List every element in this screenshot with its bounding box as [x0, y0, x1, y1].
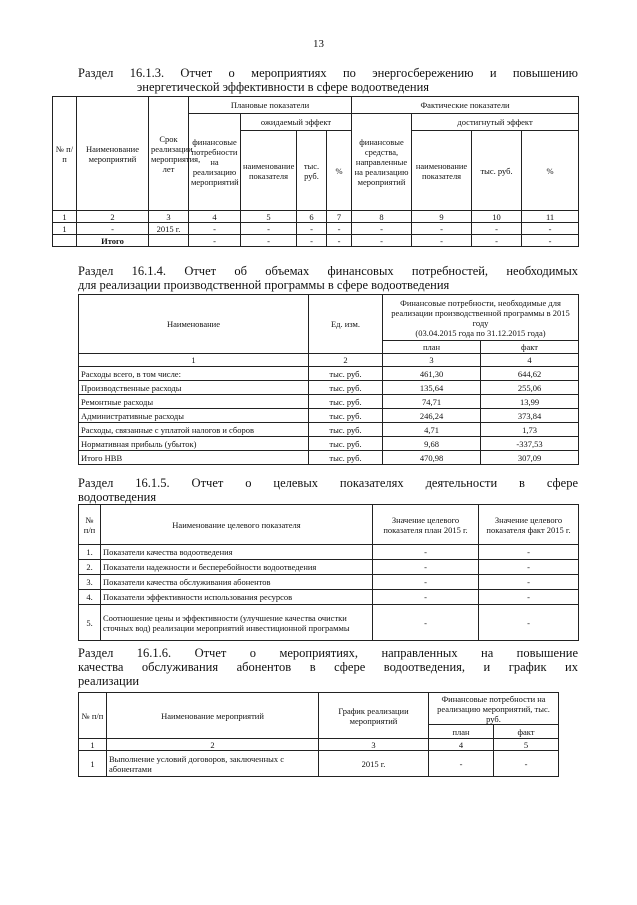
- col-header-achieved: достигнутый эффект: [412, 114, 579, 131]
- col-header-fact: Значение целевого показателя факт 2015 г.: [479, 505, 579, 545]
- table-row: [79, 751, 559, 777]
- col-number: 1: [79, 739, 107, 751]
- title-line: Раздел 16.1.4. Отчет об объемах финансовых потребностей, необходимых: [78, 264, 578, 278]
- row-plan: 74,71: [383, 395, 481, 409]
- title-line: для реализации производственной программы в сфере водоотведения: [78, 278, 450, 292]
- col-header-fact: факт: [481, 341, 579, 354]
- table-row: [79, 451, 579, 465]
- col-header-rub: тыс. руб.: [297, 131, 327, 211]
- table-row: [79, 437, 579, 451]
- col-header-plan: план: [383, 341, 481, 354]
- table-cell: -: [472, 235, 522, 247]
- col-header-schedule: График реализации мероприятий: [319, 693, 429, 739]
- total-row: [53, 235, 579, 247]
- row-schedule: 2015 г.: [319, 751, 429, 777]
- row-unit: тыс. руб.: [309, 409, 383, 423]
- row-name: Показатели качества водоотведения: [101, 545, 373, 560]
- table-target-indicators: [78, 504, 579, 641]
- table-row: [79, 381, 579, 395]
- col-header-unit: Ед. изм.: [309, 295, 383, 354]
- row-fact: 307,09: [481, 451, 579, 465]
- row-plan: 135,64: [383, 381, 481, 395]
- row-fact: -337,53: [481, 437, 579, 451]
- col-number: 8: [352, 211, 412, 223]
- row-plan: -: [373, 590, 479, 605]
- table-row: [79, 395, 579, 409]
- row-unit: тыс. руб.: [309, 395, 383, 409]
- col-header-indicator: наименование показателя: [241, 131, 297, 211]
- col-number: 3: [383, 354, 481, 367]
- table-service-quality: [78, 692, 559, 777]
- section-16-1-6-title: [78, 646, 578, 688]
- title-line: Раздел 16.1.3. Отчет о мероприятиях по энергосбережению и повышению: [78, 66, 578, 80]
- col-header-pct: %: [522, 131, 579, 211]
- row-plan: 246,24: [383, 409, 481, 423]
- col-header-indicator: наименование показателя: [412, 131, 472, 211]
- row-fact: -: [479, 545, 579, 560]
- row-plan: 470,98: [383, 451, 481, 465]
- column-number-row: [53, 211, 579, 223]
- table-cell: 2015 г.: [149, 223, 189, 235]
- row-fact: -: [479, 605, 579, 641]
- table-row: [79, 423, 579, 437]
- row-num: 5.: [79, 605, 101, 641]
- row-fact: -: [479, 560, 579, 575]
- title-line: реализации: [78, 674, 140, 688]
- row-plan: -: [373, 560, 479, 575]
- row-plan: 461,30: [383, 367, 481, 381]
- table-cell: -: [327, 223, 352, 235]
- col-number: 9: [412, 211, 472, 223]
- fin-period-text: (03.04.2015 года по 31.12.2015 года): [415, 327, 546, 338]
- table-row: [79, 409, 579, 423]
- row-fact: -: [479, 575, 579, 590]
- row-name: Расходы, связанные с уплатой налогов и сборов: [79, 423, 309, 437]
- col-header-fact: Фактические показатели: [352, 97, 579, 114]
- table-cell: -: [327, 235, 352, 247]
- col-header-plan: план: [429, 725, 494, 739]
- table-cell: -: [352, 235, 412, 247]
- col-number: 2: [309, 354, 383, 367]
- table-cell: -: [77, 223, 149, 235]
- col-header-plan: Значение целевого показателя план 2015 г.: [373, 505, 479, 545]
- col-header-plan: Плановые показатели: [189, 97, 352, 114]
- row-num: 1.: [79, 545, 101, 560]
- row-name: Показатели эффективности использования ресурсов: [101, 590, 373, 605]
- row-unit: тыс. руб.: [309, 367, 383, 381]
- total-label: Итого: [77, 235, 149, 247]
- col-number: 1: [79, 354, 309, 367]
- row-plan: 4,71: [383, 423, 481, 437]
- col-header-num: № п/п: [53, 97, 77, 211]
- table-row: [53, 223, 579, 235]
- table-row: [79, 560, 579, 575]
- col-number: 4: [189, 211, 241, 223]
- row-plan: -: [373, 605, 479, 641]
- row-fact: -: [479, 590, 579, 605]
- col-header-term: Срок реализации мероприятия, лет: [149, 97, 189, 211]
- row-name: Ремонтные расходы: [79, 395, 309, 409]
- table-row: [79, 367, 579, 381]
- table-row: [79, 605, 579, 641]
- row-name: Итого НВВ: [79, 451, 309, 465]
- col-number: 3: [319, 739, 429, 751]
- row-fact: 373,84: [481, 409, 579, 423]
- table-cell: -: [472, 223, 522, 235]
- table-cell: 1: [53, 223, 77, 235]
- col-header-fin-plan: финансовые потребности на реализацию мероприятий: [189, 114, 241, 211]
- row-unit: тыс. руб.: [309, 437, 383, 451]
- col-header-fact: факт: [494, 725, 559, 739]
- row-plan: -: [429, 751, 494, 777]
- row-fact: 13,99: [481, 395, 579, 409]
- col-header-expected: ожидаемый эффект: [241, 114, 352, 131]
- row-fact: 644,62: [481, 367, 579, 381]
- page-number: 13: [313, 38, 324, 50]
- title-line: Раздел 16.1.5. Отчет о целевых показателях деятельности в сфере: [78, 476, 578, 490]
- col-number: 6: [297, 211, 327, 223]
- row-plan: 9,68: [383, 437, 481, 451]
- column-number-row: [79, 354, 579, 367]
- title-line: Раздел 16.1.6. Отчет о мероприятиях, направленных на повышение: [78, 646, 578, 660]
- row-name: Расходы всего, в том числе:: [79, 367, 309, 381]
- table-row: [79, 590, 579, 605]
- col-header-num: № п/п: [79, 693, 107, 739]
- table-cell: -: [522, 235, 579, 247]
- table-row: [79, 575, 579, 590]
- section-16-1-4-title: [78, 264, 578, 292]
- row-name: Выполнение условий договоров, заключенных с абонентами: [107, 751, 319, 777]
- col-number: 3: [149, 211, 189, 223]
- row-fact: 1,73: [481, 423, 579, 437]
- row-plan: -: [373, 575, 479, 590]
- col-header-fin: Финансовые потребности на реализацию мероприятий, тыс. руб.: [429, 693, 559, 725]
- col-header-fin: [383, 295, 579, 341]
- row-name: Соотношение цены и эффективности (улучшение качества очистки сточных вод) реализации мероприятий инвестиционной программы: [101, 605, 373, 641]
- col-number: 5: [494, 739, 559, 751]
- col-number: 1: [53, 211, 77, 223]
- table-cell: -: [522, 223, 579, 235]
- row-unit: тыс. руб.: [309, 423, 383, 437]
- col-number: 4: [481, 354, 579, 367]
- col-header-num: № п/п: [79, 505, 101, 545]
- col-number: 4: [429, 739, 494, 751]
- row-plan: -: [373, 545, 479, 560]
- table-cell: -: [189, 235, 241, 247]
- col-number: 7: [327, 211, 352, 223]
- row-num: 3.: [79, 575, 101, 590]
- title-line: качества обслуживания абонентов в сфере водоотведения, и график их: [78, 660, 578, 674]
- section-16-1-3-title: [78, 66, 578, 94]
- row-fact: 255,06: [481, 381, 579, 395]
- table-cell: -: [352, 223, 412, 235]
- row-num: 1: [79, 751, 107, 777]
- row-name: Нормативная прибыль (убыток): [79, 437, 309, 451]
- col-header-pct: %: [327, 131, 352, 211]
- column-number-row: [79, 739, 559, 751]
- row-name: Показатели качества обслуживания абонентов: [101, 575, 373, 590]
- title-line: энергетической эффективности в сфере водоотведения: [136, 80, 430, 94]
- table-financial-needs: [78, 294, 579, 465]
- col-header-rub: тыс. руб.: [472, 131, 522, 211]
- table-cell: -: [297, 235, 327, 247]
- row-num: 4.: [79, 590, 101, 605]
- col-number: 2: [107, 739, 319, 751]
- table-cell: -: [297, 223, 327, 235]
- table-cell: -: [241, 223, 297, 235]
- table-cell: -: [412, 235, 472, 247]
- table-cell: [149, 235, 189, 247]
- section-16-1-5-title: [78, 476, 578, 504]
- col-number: 2: [77, 211, 149, 223]
- row-unit: тыс. руб.: [309, 381, 383, 395]
- row-name: Показатели надежности и бесперебойности водоотведения: [101, 560, 373, 575]
- col-header-fin-fact: финансовые средства, направленные на реализацию мероприятий: [352, 114, 412, 211]
- col-header-name: Наименование мероприятий: [107, 693, 319, 739]
- row-name: Производственные расходы: [79, 381, 309, 395]
- table-row: [79, 545, 579, 560]
- table-energy-saving: [52, 96, 579, 247]
- table-cell: [53, 235, 77, 247]
- row-num: 2.: [79, 560, 101, 575]
- row-unit: тыс. руб.: [309, 451, 383, 465]
- fin-header-text: Финансовые потребности, необходимые для реализации производственной программы в 2015 году: [391, 297, 570, 328]
- table-cell: -: [241, 235, 297, 247]
- row-name: Административные расходы: [79, 409, 309, 423]
- table-cell: -: [189, 223, 241, 235]
- col-number: 5: [241, 211, 297, 223]
- title-line: водоотведения: [78, 490, 157, 504]
- col-header-name: Наименование: [79, 295, 309, 354]
- row-fact: -: [494, 751, 559, 777]
- col-header-name: Наименование целевого показателя: [101, 505, 373, 545]
- table-cell: -: [412, 223, 472, 235]
- col-number: 11: [522, 211, 579, 223]
- col-header-name: Наименование мероприятий: [77, 97, 149, 211]
- col-number: 10: [472, 211, 522, 223]
